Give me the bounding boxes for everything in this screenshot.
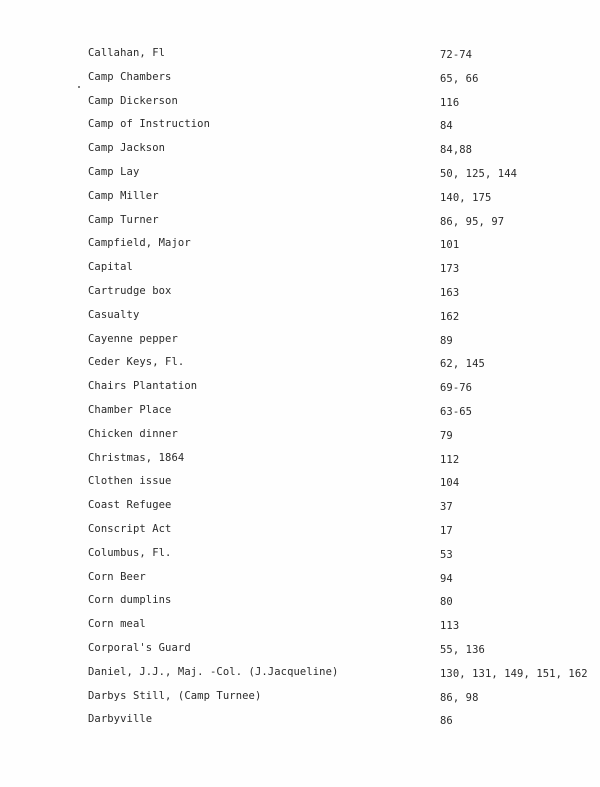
index-term: Camp Dickerson: [88, 94, 178, 107]
index-term: Corn dumplins: [88, 594, 172, 607]
index-entry: [0, 46, 600, 70]
index-term: Clothen issue: [88, 475, 172, 488]
index-entry: [0, 570, 600, 594]
index-term: Darbyville: [88, 713, 153, 726]
index-entry: [0, 522, 600, 546]
index-term: Chairs Plantation: [88, 380, 198, 393]
index-term: Cayenne pepper: [88, 332, 178, 345]
index-term: Ceder Keys, Fl.: [88, 356, 185, 369]
index-pages: 89: [440, 334, 453, 347]
index-entry: [0, 498, 600, 522]
index-entry: [0, 451, 600, 475]
index-term: Chicken dinner: [88, 427, 178, 440]
index-pages: 86, 98: [440, 691, 479, 704]
index-entry: [0, 94, 600, 118]
index-term: Coast Refugee: [88, 499, 172, 512]
index-pages: 63-65: [440, 405, 473, 418]
index-term: Callahan, Fl: [88, 47, 166, 59]
index-entry: [0, 617, 600, 641]
index-entry: [0, 474, 600, 498]
index-term: Camp Turner: [88, 213, 159, 226]
index-term: Cartrudge box: [88, 284, 172, 297]
index-pages: 162: [440, 310, 460, 323]
index-pages: 104: [440, 477, 460, 490]
index-term: Campfield, Major: [88, 237, 191, 250]
index-entry: [0, 332, 600, 356]
index-entry: [0, 546, 600, 570]
index-pages: 84: [440, 120, 453, 133]
index-pages: 113: [440, 620, 460, 633]
index-pages: 130, 131, 149, 151, 162: [440, 667, 588, 680]
index-entry: [0, 213, 600, 237]
index-entry: [0, 641, 600, 665]
index-list: [0, 46, 600, 736]
index-pages: 116: [440, 96, 460, 109]
index-pages: 94: [440, 572, 453, 585]
index-entry: [0, 260, 600, 284]
index-entry: [0, 236, 600, 260]
index-entry: [0, 284, 600, 308]
index-pages: 173: [440, 263, 460, 276]
index-pages: 37: [440, 501, 453, 514]
index-pages: 72-74: [440, 49, 473, 61]
index-entry: [0, 712, 600, 736]
index-entry: [0, 665, 600, 689]
index-term: Capital: [88, 261, 133, 274]
index-pages: 86: [440, 715, 453, 728]
index-pages: 55, 136: [440, 643, 485, 656]
index-pages: 112: [440, 453, 460, 466]
index-pages: 69-76: [440, 382, 473, 395]
index-term: Casualty: [88, 308, 140, 321]
index-pages: 163: [440, 286, 460, 299]
index-pages: 140, 175: [440, 191, 492, 204]
index-entry: [0, 689, 600, 713]
index-entry: [0, 355, 600, 379]
index-pages: 79: [440, 429, 453, 442]
index-term: Camp Jackson: [88, 142, 166, 155]
index-pages: 65, 66: [440, 72, 479, 85]
index-term: Camp of Instruction: [88, 118, 211, 131]
index-term: Corporal's Guard: [88, 641, 191, 654]
index-pages: 101: [440, 239, 460, 252]
index-term: Corn Beer: [88, 570, 146, 583]
index-entry: [0, 403, 600, 427]
index-pages: 17: [440, 524, 453, 537]
index-entry: [0, 117, 600, 141]
index-entry: [0, 141, 600, 165]
index-term: Conscript Act: [88, 522, 172, 535]
index-term: Columbus, Fl.: [88, 546, 172, 559]
index-entry: [0, 165, 600, 189]
index-term: Daniel, J.J., Maj. -Col. (J.Jacqueline): [88, 665, 339, 678]
index-entry: [0, 308, 600, 332]
index-pages: 53: [440, 548, 453, 561]
index-term: Darbys Still, (Camp Turnee): [88, 689, 262, 702]
index-entry: [0, 427, 600, 451]
index-entry: [0, 593, 600, 617]
index-pages: 86, 95, 97: [440, 215, 505, 228]
index-term: Camp Miller: [88, 189, 159, 202]
index-term: Corn meal: [88, 618, 146, 631]
index-entry: [0, 189, 600, 213]
index-term: Camp Lay: [88, 165, 140, 178]
index-pages: 80: [440, 596, 453, 609]
index-term: Christmas, 1864: [88, 451, 185, 464]
index-pages: 84,88: [440, 144, 473, 157]
index-term: Camp Chambers: [88, 70, 172, 83]
index-entry: [0, 379, 600, 403]
index-pages: 62, 145: [440, 358, 485, 371]
index-entry: [0, 70, 600, 94]
index-pages: 50, 125, 144: [440, 167, 518, 180]
index-term: Chamber Place: [88, 403, 172, 416]
